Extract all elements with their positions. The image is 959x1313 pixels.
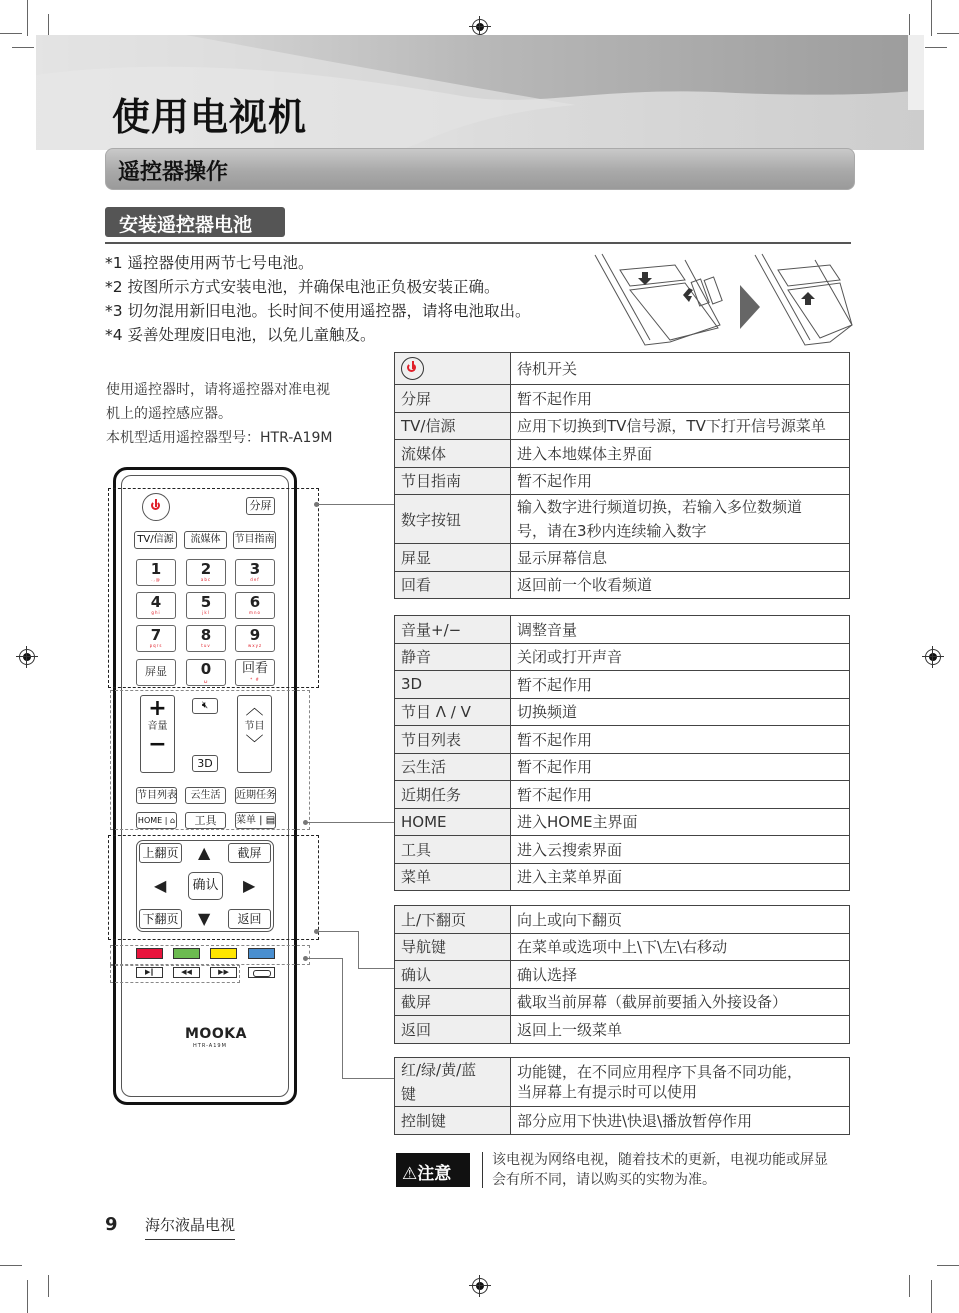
table-cell-line: 当屏幕上有提示时可以使用 <box>517 1083 698 1101</box>
fast-forward-button[interactable] <box>210 967 237 978</box>
crop-mark <box>937 33 959 34</box>
digit-label: 3 <box>249 560 261 578</box>
table-cell: 屏显 <box>395 544 511 572</box>
ok-button[interactable]: 确认 <box>188 872 223 900</box>
crop-mark <box>12 47 34 48</box>
table-cell: 菜单 <box>395 863 511 891</box>
notice-line: 该电视为网络电视，随着技术的更新，电视功能或屏显 <box>492 1152 828 1168</box>
volume-rocker[interactable] <box>140 695 175 773</box>
cloud-life-button[interactable]: 云生活 <box>185 787 226 804</box>
table-cell: 调整音量 <box>511 616 850 644</box>
table-cell: 分屏 <box>395 385 511 413</box>
table-cell: 关闭或打开声音 <box>511 643 850 671</box>
table-cell: 暂不起作用 <box>511 385 850 413</box>
split-screen-button[interactable]: 分屏 <box>246 497 275 515</box>
notice-text <box>492 1150 828 1190</box>
table-row <box>395 495 850 544</box>
table-cell: 返回前一个收看频道 <box>511 571 850 599</box>
crop-mark <box>48 14 49 36</box>
digit-label: 4 <box>150 593 162 611</box>
menu-label: 菜单 <box>236 815 256 826</box>
table-cell: TV/信源 <box>395 412 511 440</box>
yellow-key[interactable] <box>210 948 237 959</box>
footer-brand: 海尔液晶电视 <box>145 1214 235 1240</box>
crop-mark <box>909 14 910 36</box>
leader-line <box>358 968 394 969</box>
table-row <box>395 440 850 468</box>
crop-mark <box>48 1275 49 1297</box>
tools-button[interactable]: 工具 <box>185 812 226 829</box>
table-row <box>395 781 850 809</box>
3d-button[interactable]: 3D <box>192 755 218 772</box>
table-cell: 进入主菜单界面 <box>511 863 850 891</box>
table-cell: 待机开关 <box>511 353 850 385</box>
table-cell: 上/下翻页 <box>395 906 511 934</box>
mute-button[interactable] <box>192 698 218 714</box>
group-outline-top <box>108 488 319 688</box>
table-cell: 部分应用下快进\快退\播放暂停作用 <box>511 1107 850 1135</box>
table-row <box>395 616 850 644</box>
table-row <box>395 385 850 413</box>
rewind-icon: ◀◀ <box>181 968 192 976</box>
function-table-2 <box>394 615 850 891</box>
table-cell: 近期任务 <box>395 781 511 809</box>
table-cell: 返回 <box>395 1016 511 1044</box>
table-row <box>395 961 850 989</box>
table-cell: 暂不起作用 <box>511 753 850 781</box>
intro-line: 机上的遥控感应器。 <box>106 406 232 422</box>
fast-forward-icon: ▶▶ <box>218 968 229 976</box>
guide-button[interactable]: 节目指南 <box>233 531 276 549</box>
red-key[interactable] <box>136 948 163 959</box>
number-button-0[interactable] <box>186 659 226 686</box>
tv-source-button[interactable]: TV/信源 <box>134 531 177 549</box>
number-button-5[interactable] <box>186 592 226 619</box>
leader-line <box>307 822 394 823</box>
crop-mark <box>909 1275 910 1297</box>
power-button[interactable] <box>142 493 170 521</box>
table-cell: 确认 <box>395 961 511 989</box>
table-cell: 暂不起作用 <box>511 671 850 699</box>
crop-mark <box>931 0 932 36</box>
letters-label: ghi <box>151 610 161 615</box>
channel-label: 节目 <box>244 721 265 732</box>
digit-label: 7 <box>150 626 162 644</box>
model-label: HTR-A19M <box>193 1043 227 1049</box>
plus-icon: + <box>148 696 167 721</box>
space-label: ␣ <box>203 676 209 683</box>
up-arrow-button[interactable]: ▲ <box>198 843 211 862</box>
program-list-button[interactable]: 节目列表 <box>136 787 177 804</box>
home-button[interactable]: HOME | ⌂ <box>136 812 177 829</box>
table-cell: 云生活 <box>395 753 511 781</box>
table-cell: 进入云搜索界面 <box>511 836 850 864</box>
section-title: 遥控器操作 <box>118 160 229 185</box>
battery-note: *1 遥控器使用两节七号电池。 <box>105 254 314 272</box>
page-number: 9 <box>105 1214 118 1235</box>
digit-label: 1 <box>150 560 162 578</box>
battery-note: *2 按图所示方式安装电池，并确保电池正负极安装正确。 <box>105 278 500 296</box>
intro-line: 使用遥控器时，请将遥控器对准电视 <box>106 382 330 398</box>
minus-icon: − <box>148 732 167 757</box>
table-row <box>395 988 850 1016</box>
replay-button[interactable] <box>235 659 275 686</box>
chevron-down-icon: ﹀ <box>245 734 264 755</box>
number-button-2[interactable] <box>186 559 226 586</box>
letters-label: .,@ <box>151 577 161 582</box>
subsection-title: 安装遥控器电池 <box>119 214 253 236</box>
subsection-tag <box>105 207 285 237</box>
home-label: HOME <box>137 816 163 825</box>
home-icon: ⌂ <box>169 816 176 825</box>
digit-label: 5 <box>200 593 212 611</box>
registration-mark-icon <box>472 1278 488 1294</box>
notice-badge-label: ⚠注意 <box>402 1164 452 1184</box>
table-row <box>395 353 850 385</box>
stop-button[interactable] <box>248 967 275 978</box>
crop-mark <box>27 1280 28 1313</box>
mute-icon: 🔇︎ <box>201 700 209 711</box>
table-cell-line: 键 <box>401 1085 417 1103</box>
table-row <box>395 571 850 599</box>
table-row <box>395 1016 850 1044</box>
table-row <box>395 836 850 864</box>
letters-label: pqrs <box>149 643 163 648</box>
letters-label: mno <box>249 610 261 615</box>
table-cell-line: 输入数字进行频道切换，若输入多位数频道 <box>517 498 803 516</box>
table-cell: 截屏 <box>395 988 511 1016</box>
menu-icon: ▤ <box>265 815 276 826</box>
play-pause-icon: ▶‖ <box>145 968 154 976</box>
screenshot-button[interactable]: 截屏 <box>228 843 271 863</box>
leader-line <box>318 504 394 505</box>
chevron-up-icon: ︿ <box>245 698 264 719</box>
notice-divider <box>482 1152 483 1188</box>
left-arrow-button[interactable]: ◀ <box>154 876 167 895</box>
table-cell: 流媒体 <box>395 440 511 468</box>
table-row <box>395 544 850 572</box>
symbols-label: * # <box>250 677 260 682</box>
volume-label: 音量 <box>147 721 168 732</box>
number-button-7[interactable] <box>136 625 176 652</box>
battery-notes <box>105 251 531 347</box>
table-row <box>395 906 850 934</box>
notice-badge <box>396 1153 470 1187</box>
table-cell: 暂不起作用 <box>511 781 850 809</box>
digit-label: 0 <box>200 660 212 678</box>
down-arrow-button[interactable]: ▼ <box>198 909 211 928</box>
notice-line: 会有所不同，请以购买的实物为准。 <box>492 1172 716 1188</box>
crop-mark <box>0 33 22 34</box>
intro-line: 本机型适用遥控器型号：HTR-A19M <box>106 430 333 446</box>
table-cell: 3D <box>395 671 511 699</box>
table-cell-line: 功能键，在不同应用程序下具备不同功能， <box>517 1063 803 1081</box>
registration-mark-icon <box>925 649 941 665</box>
number-button-9[interactable] <box>235 625 275 652</box>
menu-button[interactable]: 菜单 | ▤ <box>235 812 276 829</box>
letters-label: wxyz <box>247 643 263 648</box>
registration-mark-icon <box>19 649 35 665</box>
table-row <box>395 467 850 495</box>
table-cell: 在菜单或选项中上\下\左\右移动 <box>511 933 850 961</box>
blue-key[interactable] <box>248 948 275 959</box>
brand-logo: MOOKA <box>185 1026 247 1042</box>
table-row <box>395 412 850 440</box>
page-down-button[interactable]: 下翻页 <box>139 909 182 929</box>
table-row <box>395 753 850 781</box>
crop-mark <box>937 1265 959 1266</box>
power-icon <box>146 496 167 517</box>
letters-label: jkl <box>202 610 210 615</box>
digit-label: 6 <box>249 593 261 611</box>
leader-line <box>342 1078 394 1079</box>
registration-mark-icon <box>472 19 488 35</box>
table-cell: 返回上一级菜单 <box>511 1016 850 1044</box>
crop-mark <box>0 1265 22 1266</box>
stop-icon <box>253 970 271 977</box>
table-cell: 数字按钮 <box>395 495 511 544</box>
table-cell: 节目 Λ / V <box>395 698 511 726</box>
function-table-3 <box>394 905 850 1044</box>
table-row <box>395 671 850 699</box>
battery-note: *3 切勿混用新旧电池。长时间不使用遥控器，请将电池取出。 <box>105 302 531 320</box>
leader-line <box>307 958 342 959</box>
table-cell: 节目指南 <box>395 467 511 495</box>
digit-label: 2 <box>200 560 212 578</box>
green-key[interactable] <box>173 948 200 959</box>
table-cell: 切换频道 <box>511 698 850 726</box>
replay-label: 回看 <box>241 661 268 676</box>
table-cell: 进入HOME主界面 <box>511 808 850 836</box>
table-cell: 向上或向下翻页 <box>511 906 850 934</box>
battery-install-illustration <box>590 250 855 350</box>
table-cell: 导航键 <box>395 933 511 961</box>
divider <box>105 242 851 244</box>
crop-mark <box>27 0 28 36</box>
table-cell: 暂不起作用 <box>511 726 850 754</box>
number-button-4[interactable] <box>136 592 176 619</box>
function-table-1 <box>394 352 850 599</box>
right-arrow-button[interactable]: ▶ <box>243 876 256 895</box>
table-cell: 静音 <box>395 643 511 671</box>
crop-mark <box>931 1280 932 1313</box>
crop-mark <box>925 47 947 48</box>
number-button-6[interactable] <box>235 592 275 619</box>
table-cell: 节目列表 <box>395 726 511 754</box>
table-cell-line: 号，请在3秒内连续输入数字 <box>517 522 707 540</box>
play-pause-button[interactable] <box>136 967 163 978</box>
table-cell: 工具 <box>395 836 511 864</box>
number-button-1[interactable] <box>136 559 176 586</box>
table-cell: 截取当前屏幕（截屏前要插入外接设备） <box>511 988 850 1016</box>
letters-label: def <box>250 577 260 582</box>
table-cell-line: 红/绿/黄/蓝 <box>401 1061 477 1079</box>
function-table-4 <box>394 1057 850 1135</box>
table-cell: 暂不起作用 <box>511 467 850 495</box>
table-cell: 显示屏幕信息 <box>511 544 850 572</box>
display-button[interactable]: 屏显 <box>136 659 176 686</box>
page-up-button[interactable]: 上翻页 <box>139 843 182 863</box>
table-row <box>395 863 850 891</box>
digit-label: 8 <box>200 626 212 644</box>
recent-tasks-button[interactable]: 近期任务 <box>235 787 276 804</box>
digit-label: 9 <box>249 626 261 644</box>
table-cell: 应用下切换到TV信号源，TV下打开信号源菜单 <box>511 412 850 440</box>
back-button[interactable]: 返回 <box>228 909 271 929</box>
table-cell: 回看 <box>395 571 511 599</box>
table-cell: 进入本地媒体主界面 <box>511 440 850 468</box>
number-button-3[interactable] <box>235 559 275 586</box>
remote-intro <box>106 378 332 450</box>
channel-rocker[interactable] <box>237 695 272 773</box>
table-cell: 控制键 <box>395 1107 511 1135</box>
table-row <box>395 933 850 961</box>
table-row <box>395 643 850 671</box>
table-row <box>395 808 850 836</box>
table-row <box>395 726 850 754</box>
table-cell: HOME <box>395 808 511 836</box>
leader-line <box>358 931 359 968</box>
battery-note: *4 妥善处理废旧电池，以免儿童触及。 <box>105 326 376 344</box>
power-icon <box>401 357 424 380</box>
table-row <box>395 1107 850 1135</box>
leader-line <box>342 958 343 1078</box>
table-row <box>395 1058 850 1107</box>
number-button-8[interactable] <box>186 625 226 652</box>
table-cell: 音量+/− <box>395 616 511 644</box>
letters-label: tuv <box>201 643 211 648</box>
table-row <box>395 698 850 726</box>
streaming-button[interactable]: 流媒体 <box>184 531 227 549</box>
leader-line <box>318 931 358 932</box>
rewind-button[interactable] <box>173 967 200 978</box>
table-cell: 确认选择 <box>511 961 850 989</box>
letters-label: abc <box>200 577 212 582</box>
page-title: 使用电视机 <box>112 95 308 139</box>
